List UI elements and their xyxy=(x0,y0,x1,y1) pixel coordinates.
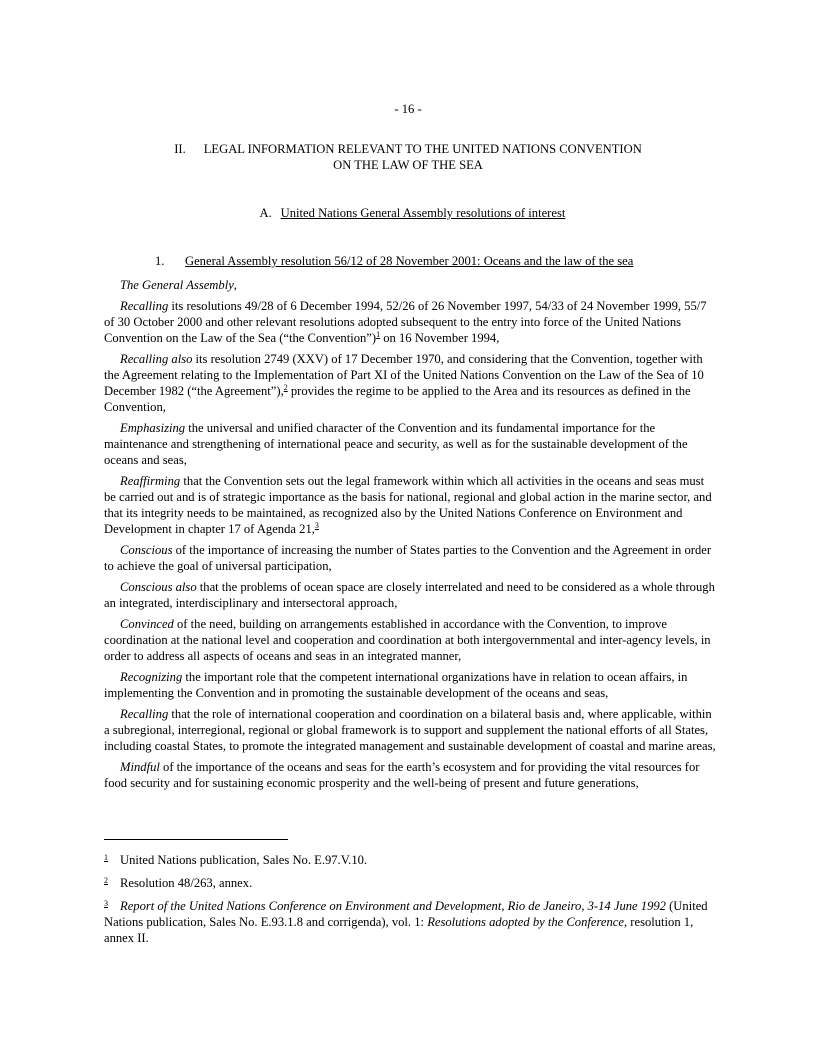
footnote-text-tail: , resolution 1, annex II. xyxy=(104,915,694,945)
paragraph-text: its resolutions 49/28 of 6 December 1994, 52/26 of 26 November 1997, 54/33 of 24 November 1999, 55/7 of 30 October 2000 and other relevant resolutions adopted subsequent to the entry into force of the United Nations Convention on the Law of the Sea (“the Convention”) xyxy=(104,299,707,345)
footnote-mark: 1 xyxy=(104,853,108,862)
paragraph-text: of the importance of increasing the number of States parties to the Convention and the Agreement in order to achieve the goal of universal participation, xyxy=(104,543,712,573)
footnote-3 xyxy=(104,896,716,946)
paragraph-recalling xyxy=(104,298,716,346)
paragraph-recalling-also xyxy=(104,351,716,415)
page-number: - 16 - xyxy=(394,102,422,116)
paragraph-lead: Mindful xyxy=(120,760,160,774)
paragraph-text-tail: provides the regime to be applied to the Area and its resources as defined in the Convention, xyxy=(104,384,691,414)
paragraph-text: the universal and unified character of the Convention and its fundamental importance for the maintenance and strengthening of international peace and security, as well as for the sustainable development of the oceans and seas, xyxy=(104,421,688,467)
section-heading-line1 xyxy=(0,141,816,157)
paragraph-text: the important role that the competent international organizations have in relation to ocean affairs, in implementing the Convention and in promoting the sustainable development of the oceans and seas, xyxy=(104,670,688,700)
paragraph-recognizing xyxy=(104,669,716,701)
section-number: II. xyxy=(174,142,186,156)
footnote-divider xyxy=(104,839,288,840)
section-title-line1: LEGAL INFORMATION RELEVANT TO THE UNITED NATIONS CONVENTION xyxy=(203,142,642,156)
paragraph-mindful xyxy=(104,759,716,791)
subsection-a-heading xyxy=(0,205,816,221)
footnote-text: Resolution 48/263, annex. xyxy=(120,876,253,890)
paragraph-text-tail: on 16 November 1994, xyxy=(380,331,500,345)
paragraph-convinced xyxy=(104,616,716,664)
footnotes xyxy=(104,850,716,951)
paragraph-text: that the problems of ocean space are closely interrelated and need to be considered as a whole through an integrated, interdisciplinary and intersectoral approach, xyxy=(104,580,715,610)
paragraph-recalling-role xyxy=(104,706,716,754)
footnote-ref-3[interactable]: 3 xyxy=(314,521,319,530)
paragraph-lead: Emphasizing xyxy=(120,421,186,435)
subsection-1-title: General Assembly resolution 56/12 of 28 November 2001: Oceans and the law of the sea xyxy=(185,254,634,268)
footnote-2 xyxy=(104,873,716,891)
paragraph-general-assembly xyxy=(104,277,716,293)
footnote-ref-2[interactable]: 2 xyxy=(283,383,288,392)
paragraph-conscious-also xyxy=(104,579,716,611)
section-title-line2: ON THE LAW OF THE SEA xyxy=(333,158,483,172)
subsection-a-title: United Nations General Assembly resolutions of interest xyxy=(280,206,566,220)
paragraph-lead: Recalling xyxy=(120,707,169,721)
footnote-ref-1[interactable]: 1 xyxy=(376,330,381,339)
paragraph-conscious xyxy=(104,542,716,574)
paragraph-text: that the role of international cooperation and coordination on a bilateral basis and, where applicable, within a subregional, interregional, regional or global framework is to support and supplement the national efforts of all States, including coastal States, to promote the integrated management and sustainable development of coastal and marine areas, xyxy=(104,707,716,753)
paragraph-text: , xyxy=(233,278,237,292)
paragraph-lead: Recalling also xyxy=(120,352,193,366)
paragraph-text: its resolution 2749 (XXV) of 17 December 1970, and considering that the Convention, together with the Agreement relating to the Implementation of Part XI of the United Nations Convention on the Law of the Sea of 10 December 1982 (“the Agreement”), xyxy=(104,352,704,398)
paragraph-text: that the Convention sets out the legal framework within which all activities in the oceans and seas must be carried out and is of strategic importance as the basis for national, regional and global action in the marine sector, and that its integrity needs to be maintained, as recognized also by the United Nations Conference on Environment and Development in chapter 17 of Agenda 21, xyxy=(104,474,712,536)
footnote-text: (United Nations publication, Sales No. E.93.1.8 and corrigenda), vol. 1: xyxy=(104,899,708,929)
section-heading xyxy=(0,141,816,173)
paragraph-lead: The General Assembly xyxy=(120,278,234,292)
paragraph-reaffirming xyxy=(104,473,716,537)
paragraph-text: of the need, building on arrangements established in accordance with the Convention, to improve coordination at the national level and cooperation and coordination at both intergovernmental and inter-agency levels, in order to address all aspects of oceans and seas in an integrated manner, xyxy=(104,617,711,663)
footnote-italic-title: Report of the United Nations Conference on Environment and Development, Rio de Janeiro, 3-14 June 1992 xyxy=(120,899,666,913)
footnote-mark: 2 xyxy=(104,876,108,885)
subsection-1-label: 1. xyxy=(155,254,165,268)
subsection-1-heading xyxy=(155,253,715,269)
footnote-italic-subtitle: Resolutions adopted by the Conference xyxy=(427,915,624,929)
footnote-text: United Nations publication, Sales No. E.97.V.10. xyxy=(120,853,368,867)
footnote-mark: 3 xyxy=(104,899,108,908)
resolution-body xyxy=(104,277,716,796)
paragraph-lead: Recognizing xyxy=(120,670,183,684)
paragraph-lead: Conscious xyxy=(120,543,173,557)
footnote-1 xyxy=(104,850,716,868)
paragraph-lead: Reaffirming xyxy=(120,474,181,488)
paragraph-emphasizing xyxy=(104,420,716,468)
paragraph-text: of the importance of the oceans and seas for the earth’s ecosystem and for providing the vital resources for food security and for sustaining economic prosperity and the well-being of present and future generations, xyxy=(104,760,700,790)
subsection-a-label: A. xyxy=(259,206,272,220)
paragraph-lead: Recalling xyxy=(120,299,169,313)
paragraph-lead: Conscious also xyxy=(120,580,197,594)
paragraph-lead: Convinced xyxy=(120,617,174,631)
